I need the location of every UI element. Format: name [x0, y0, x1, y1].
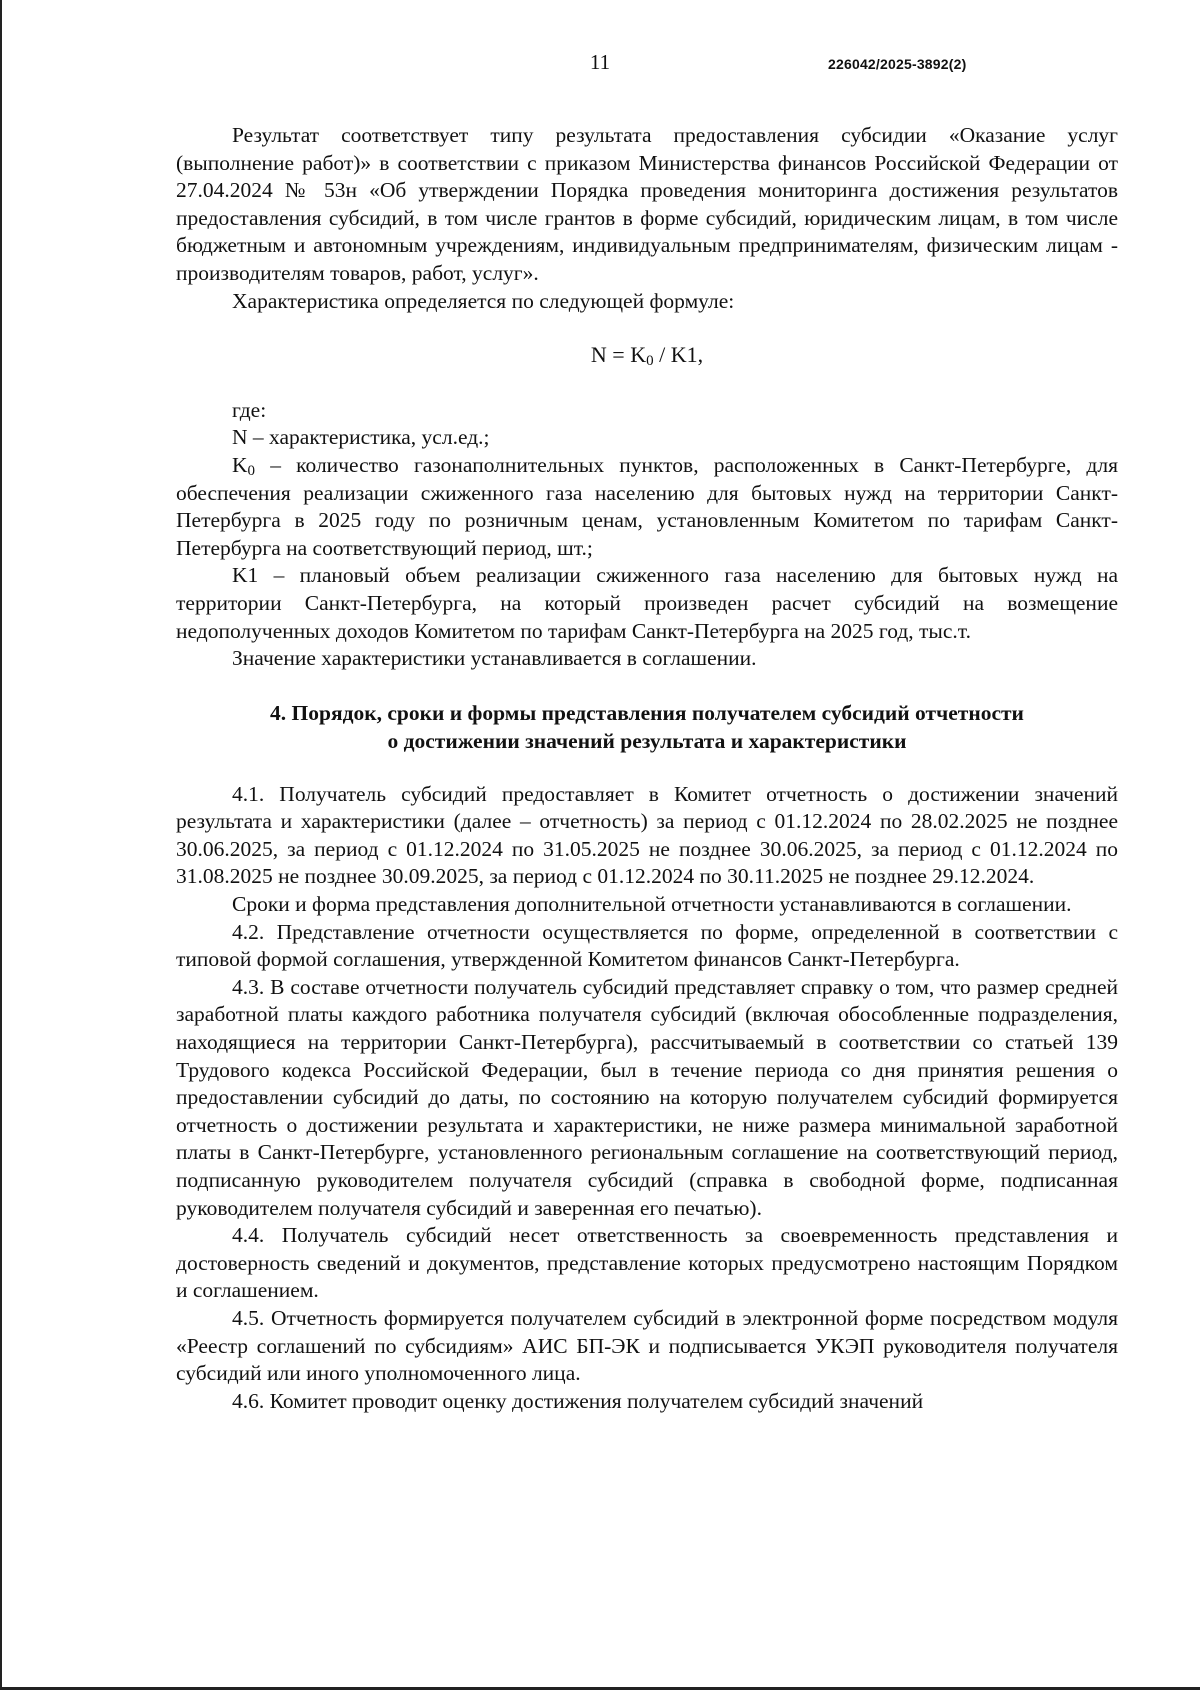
definition-n: N – характеристика, усл.ед.; [232, 425, 490, 450]
formula-left: N = K [590, 342, 647, 368]
definition-k1: K1 – плановый объем реализации сжиженного газа населению для бытовых нужд на территории Санкт-Петербурга, на который произведен расчет субсидий на возмещение недополученных доходов Комитетом по тарифам Санкт-Петербурга на 2025 год, тыс.т. [176, 563, 1118, 643]
section-4-heading-line2: о достижении значений результата и характеристики [387, 728, 907, 753]
paragraph-4-5: 4.5. Отчетность формируется получателем субсидий в электронной форме посредством модуля «Реестр соглашений по субсидиям» АИС БП-ЭК и подписывается УКЭП руководителя получателя субсидий или иного уполномоченного лица. [176, 1305, 1118, 1386]
formula-subscript: 0 [646, 353, 654, 370]
definition-k0 [176, 452, 1118, 562]
definition-k0-text: – количество газонаполнительных пунктов, расположенных в Санкт-Петербурге, для обеспечения реализации сжиженного газа населению для бытовых нужд на территории Санкт-Петербурга в 2025 году по розничным ценам, установленным Комитетом по тарифам Санкт-Петербурга на соответствующий период, шт.; [176, 452, 1118, 560]
page-number: 11 [589, 50, 611, 74]
section-4-heading [176, 699, 1118, 755]
document-id: 226042/2025-3892(2) [828, 56, 967, 72]
paragraph-formula-intro: Характеристика определяется по следующей формуле: [232, 288, 735, 313]
formula-right: / K1, [653, 342, 704, 368]
definition-k0-subscript: 0 [247, 462, 256, 479]
paragraph-result-type: Результат соответствует типу результата предоставления субсидии «Оказание услуг (выполнение работ)» в соответствии с приказом Министерства финансов Российской Федерации от 27.04.2024 № 53н «Об утверждении Порядка проведения мониторинга достижения результатов предоставления субсидий, в том числе грантов в форме субсидий, юридическим лицам, в том числе бюджетным и автономным учреждениям, индивидуальным предпринимателям, физическим лицам - производителям товаров, работ, услуг». [176, 123, 1118, 285]
paragraph-4-4: 4.4. Получатель субсидий несет ответственность за своевременность представления и достоверность сведений и документов, представление которых предусмотрено настоящим Порядком и соглашением. [176, 1223, 1118, 1303]
paragraph-4-3: 4.3. В составе отчетности получатель субсидий представляет справку о том, что размер средней заработной платы каждого работника получателя субсидий (включая обособленные подразделения, находящиеся на территории Санкт-Петербурга), рассчитываемый в соответствии со статьей 139 Трудового кодекса Российской Федерации, был в течение периода со дня принятия решения о предоставлении субсидий до даты, по состоянию на которую получателем субсидий формируется отчетность о достижении результата и характеристики, не ниже размера минимальной заработной платы в Санкт-Петербурге, установленного региональным соглашение на соответствующий период, подписанную руководителем получателя субсидий (справка в свободной форме, подписанная руководителем получателя субсидий и заверенная его печатью). [176, 974, 1118, 1220]
paragraph-4-1: 4.1. Получатель субсидий предоставляет в Комитет отчетность о достижении значений результата и характеристики (далее – отчетность) за период с 01.12.2024 по 28.02.2025 не позднее 30.06.2025, за период с 01.12.2024 по 31.05.2025 не позднее 30.06.2025, за период с 01.12.2024 по 31.08.2025 не позднее 30.09.2025, за период с 01.12.2024 по 30.11.2025 не позднее 29.12.2024. [176, 781, 1118, 889]
paragraph-4-1-terms: Сроки и форма представления дополнительной отчетности устанавливаются в соглашении. [232, 892, 1072, 917]
section-4-heading-line1: 4. Порядок, сроки и формы представления получателем субсидий отчетности [270, 700, 1024, 725]
formula [176, 341, 1118, 369]
scan-left-edge [0, 0, 2, 1690]
paragraph-value-in-agreement: Значение характеристики устанавливается в соглашении. [232, 646, 757, 671]
paragraph-4-2: 4.2. Представление отчетности осуществляется по форме, определенной в соответствии с типовой формой соглашения, утвержденной Комитетом финансов Санкт-Петербурга. [176, 919, 1118, 972]
document-body [176, 122, 1118, 1415]
paragraph-4-6: 4.6. Комитет проводит оценку достижения получателем субсидий значений [232, 1388, 924, 1413]
definition-k0-symbol: K [232, 452, 248, 477]
paragraph-where: где: [232, 397, 267, 422]
